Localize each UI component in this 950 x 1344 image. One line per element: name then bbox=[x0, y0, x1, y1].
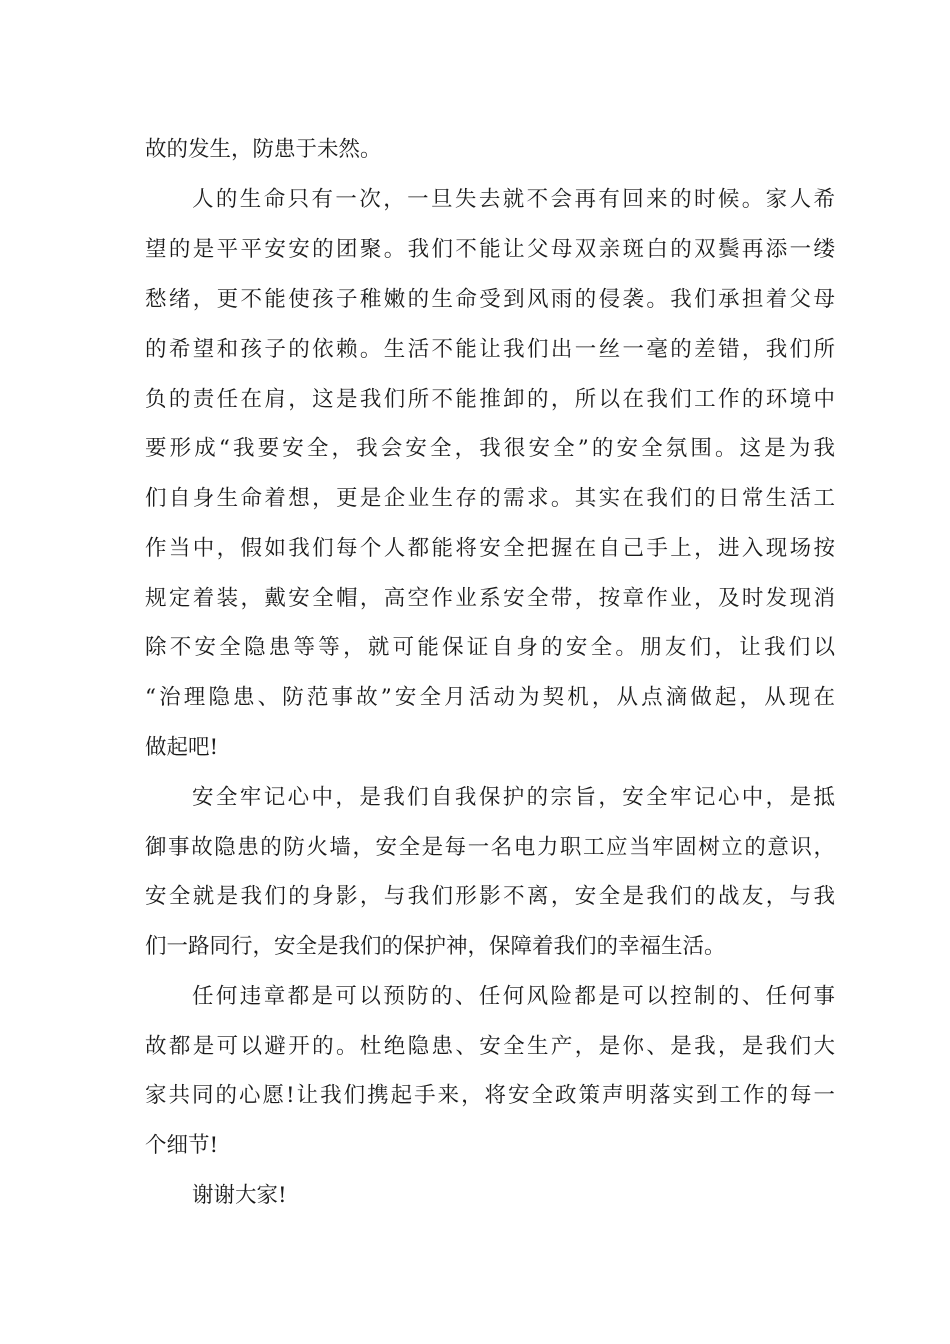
paragraph-2-line-11: “治理隐患、防范事故”安全月活动为契机，从点滴做起，从现在 bbox=[145, 685, 835, 710]
paragraph-2-line-3: 愁绪，更不能使孩子稚嫩的生命受到风雨的侵袭。我们承担着父母 bbox=[145, 287, 835, 312]
paragraph-2-line-9: 规定着装，戴安全帽，高空作业系安全带，按章作业，及时发现消 bbox=[145, 586, 835, 611]
paragraph-2-line-2: 望的是平平安安的团聚。我们不能让父母双亲斑白的双鬓再添一缕 bbox=[145, 237, 835, 262]
paragraph-2-line-10: 除不安全隐患等等，就可能保证自身的安全。朋友们，让我们以 bbox=[145, 635, 835, 660]
paragraph-2-line-5: 负的责任在肩，这是我们所不能推卸的，所以在我们工作的环境中 bbox=[145, 387, 835, 412]
paragraph-2-line-6: 要形成“我要安全，我会安全，我很安全”的安全氛围。这是为我 bbox=[145, 436, 835, 461]
paragraph-2-line-8: 作当中，假如我们每个人都能将安全把握在自己手上，进入现场按 bbox=[145, 536, 835, 561]
paragraph-4-line-3: 家共同的心愿!让我们携起手来，将安全政策声明落实到工作的每一 bbox=[145, 1083, 835, 1108]
paragraph-3-line-4: 们一路同行，安全是我们的保护神，保障着我们的幸福生活。 bbox=[145, 934, 726, 959]
paragraph-2-line-7: 们自身生命着想，更是企业生存的需求。其实在我们的日常生活工 bbox=[145, 486, 835, 511]
paragraph-1-line-1: 故的发生，防患于未然。 bbox=[145, 137, 382, 162]
paragraph-4-line-1: 任何违章都是可以预防的、任何风险都是可以控制的、任何事 bbox=[192, 984, 835, 1009]
paragraph-2-line-12: 做起吧! bbox=[145, 735, 219, 760]
paragraph-2-line-1: 人的生命只有一次，一旦失去就不会再有回来的时候。家人希 bbox=[192, 187, 835, 212]
paragraph-5-line-1: 谢谢大家! bbox=[192, 1183, 287, 1208]
paragraph-4-line-2: 故都是可以避开的。杜绝隐患、安全生产，是你、是我，是我们大 bbox=[145, 1034, 835, 1059]
paragraph-3-line-3: 安全就是我们的身影，与我们形影不离，安全是我们的战友，与我 bbox=[145, 884, 835, 909]
paragraph-2-line-4: 的希望和孩子的依赖。生活不能让我们出一丝一毫的差错，我们所 bbox=[145, 337, 835, 362]
paragraph-4-line-4: 个细节! bbox=[145, 1133, 219, 1158]
paragraph-3-line-2: 御事故隐患的防火墙，安全是每一名电力职工应当牢固树立的意识， bbox=[145, 835, 835, 860]
paragraph-3-line-1: 安全牢记心中，是我们自我保护的宗旨，安全牢记心中，是抵 bbox=[192, 785, 835, 810]
